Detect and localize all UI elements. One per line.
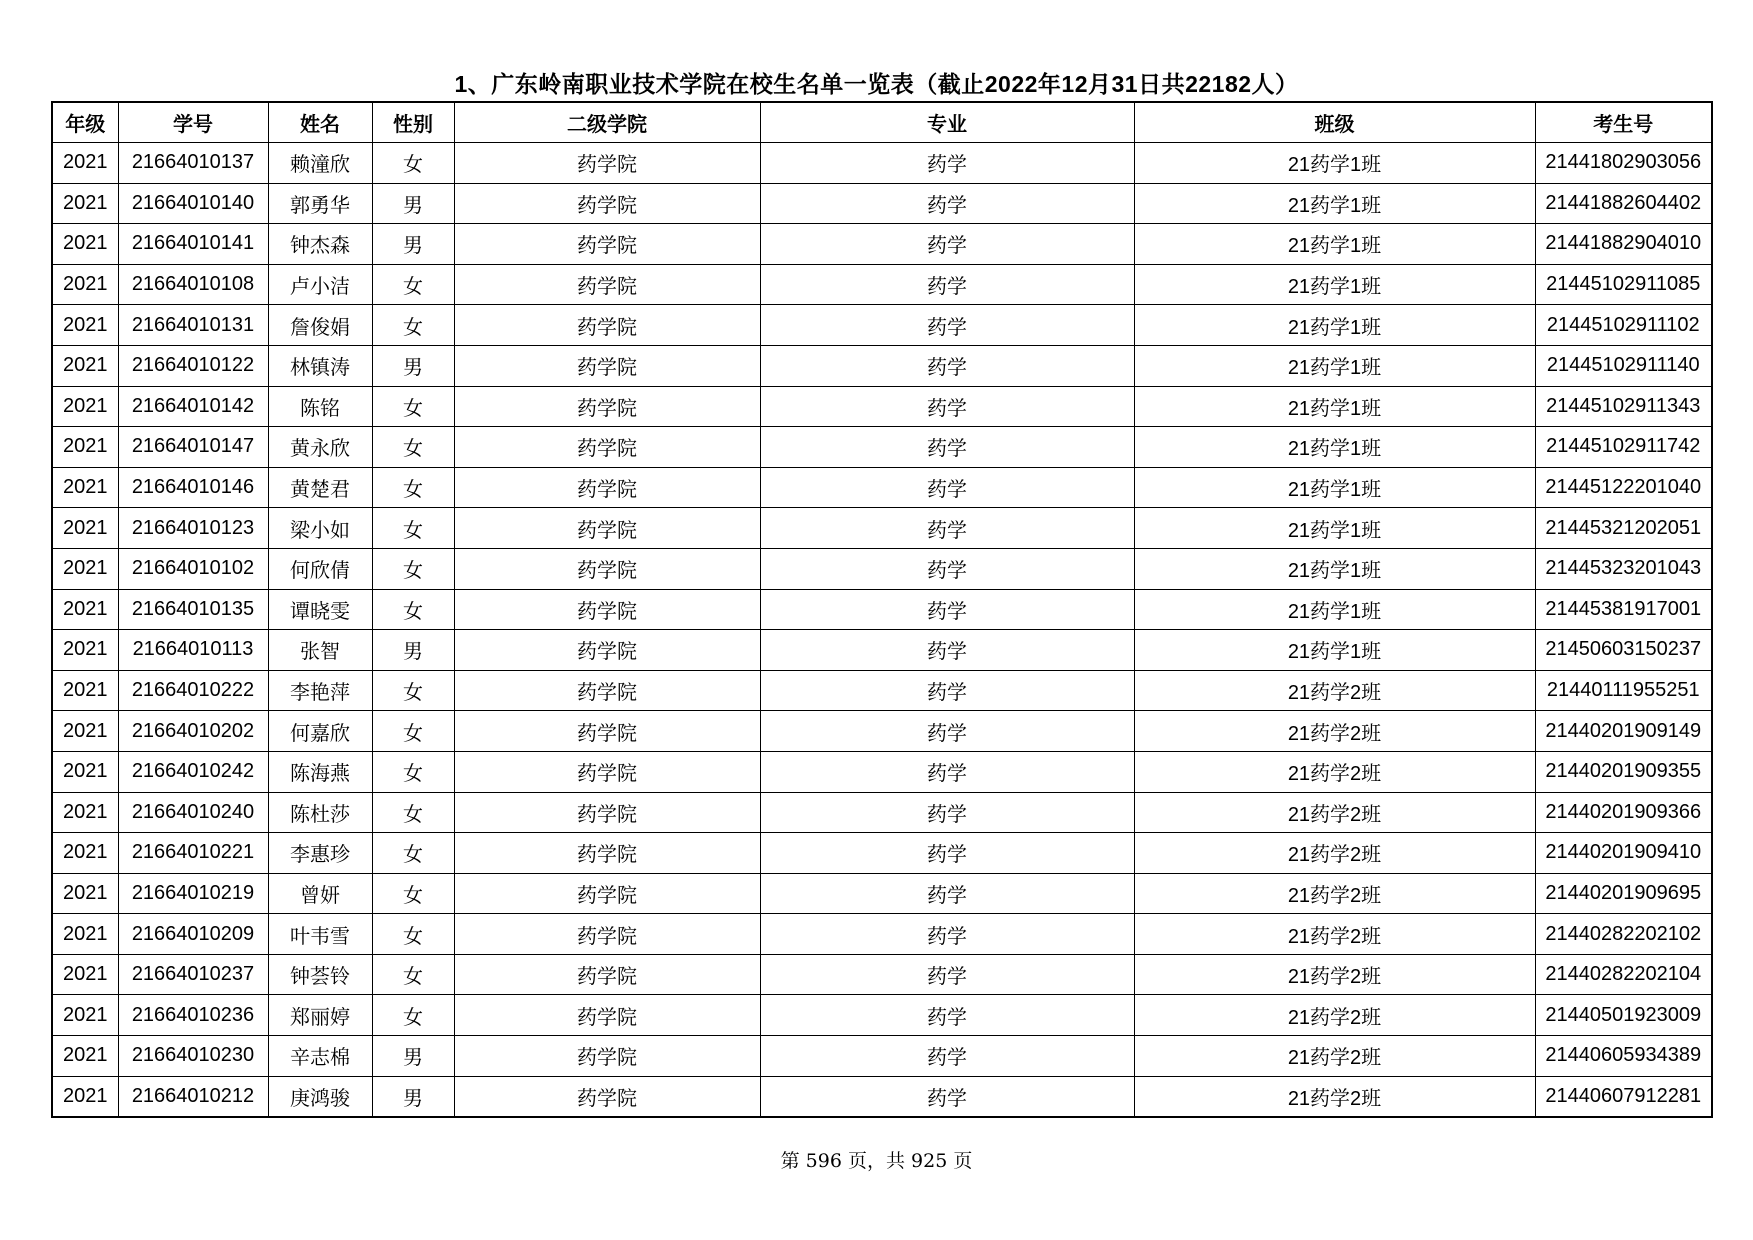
col-header-grade: 年级	[52, 102, 118, 143]
major-cell: 药学	[760, 670, 1134, 711]
gender-cell: 女	[372, 589, 454, 630]
college-cell: 药学院	[454, 305, 760, 346]
class-cell: 21药学2班	[1134, 914, 1535, 955]
class-cell: 21药学1班	[1134, 183, 1535, 224]
grade-cell: 2021	[52, 345, 118, 386]
class-cell: 21药学1班	[1134, 508, 1535, 549]
name-cell: 郭勇华	[268, 183, 372, 224]
table-header-row	[52, 102, 1712, 143]
gender-cell: 女	[372, 792, 454, 833]
class-cell: 21药学2班	[1134, 954, 1535, 995]
exam-number-cell: 21445321202051	[1535, 508, 1712, 549]
class-cell: 21药学1班	[1134, 630, 1535, 671]
grade-cell: 2021	[52, 1076, 118, 1117]
table-row	[52, 589, 1712, 630]
college-cell: 药学院	[454, 873, 760, 914]
student-id-cell: 21664010147	[118, 427, 268, 468]
college-cell: 药学院	[454, 1076, 760, 1117]
col-header-class: 班级	[1134, 102, 1535, 143]
college-cell: 药学院	[454, 711, 760, 752]
gender-cell: 女	[372, 954, 454, 995]
college-cell: 药学院	[454, 995, 760, 1036]
major-cell: 药学	[760, 386, 1134, 427]
major-cell: 药学	[760, 467, 1134, 508]
col-header-major: 专业	[760, 102, 1134, 143]
student-id-cell: 21664010236	[118, 995, 268, 1036]
table-row	[52, 224, 1712, 265]
major-cell: 药学	[760, 427, 1134, 468]
name-cell: 李惠珍	[268, 833, 372, 874]
major-cell: 药学	[760, 792, 1134, 833]
name-cell: 黄楚君	[268, 467, 372, 508]
gender-cell: 女	[372, 670, 454, 711]
class-cell: 21药学2班	[1134, 873, 1535, 914]
grade-cell: 2021	[52, 833, 118, 874]
exam-number-cell: 21440201909410	[1535, 833, 1712, 874]
table-row	[52, 345, 1712, 386]
name-cell: 郑丽婷	[268, 995, 372, 1036]
table-row	[52, 792, 1712, 833]
grade-cell: 2021	[52, 224, 118, 265]
class-cell: 21药学1班	[1134, 305, 1535, 346]
table-row	[52, 143, 1712, 184]
grade-cell: 2021	[52, 386, 118, 427]
table-row	[52, 305, 1712, 346]
exam-number-cell: 21441882904010	[1535, 224, 1712, 265]
class-cell: 21药学2班	[1134, 792, 1535, 833]
student-id-cell: 21664010221	[118, 833, 268, 874]
class-cell: 21药学1班	[1134, 589, 1535, 630]
exam-number-cell: 21440282202102	[1535, 914, 1712, 955]
grade-cell: 2021	[52, 183, 118, 224]
exam-number-cell: 21445102911085	[1535, 264, 1712, 305]
exam-number-cell: 21440111955251	[1535, 670, 1712, 711]
exam-number-cell: 21450603150237	[1535, 630, 1712, 671]
table-row	[52, 183, 1712, 224]
class-cell: 21药学1班	[1134, 224, 1535, 265]
college-cell: 药学院	[454, 427, 760, 468]
college-cell: 药学院	[454, 183, 760, 224]
grade-cell: 2021	[52, 427, 118, 468]
page-title: 1、广东岭南职业技术学院在校生名单一览表（截止2022年12月31日共22182人）	[454, 71, 1299, 97]
name-cell: 林镇涛	[268, 345, 372, 386]
student-id-cell: 21664010140	[118, 183, 268, 224]
student-id-cell: 21664010108	[118, 264, 268, 305]
student-id-cell: 21664010122	[118, 345, 268, 386]
gender-cell: 女	[372, 548, 454, 589]
college-cell: 药学院	[454, 143, 760, 184]
exam-number-cell: 21441882604402	[1535, 183, 1712, 224]
college-cell: 药学院	[454, 264, 760, 305]
grade-cell: 2021	[52, 143, 118, 184]
college-cell: 药学院	[454, 508, 760, 549]
student-id-cell: 21664010137	[118, 143, 268, 184]
student-id-cell: 21664010240	[118, 792, 268, 833]
grade-cell: 2021	[52, 914, 118, 955]
table-row	[52, 954, 1712, 995]
gender-cell: 女	[372, 386, 454, 427]
exam-number-cell: 21445381917001	[1535, 589, 1712, 630]
table-row	[52, 833, 1712, 874]
class-cell: 21药学2班	[1134, 1076, 1535, 1117]
table-row	[52, 914, 1712, 955]
col-header-college: 二级学院	[454, 102, 760, 143]
class-cell: 21药学1班	[1134, 264, 1535, 305]
exam-number-cell: 21445122201040	[1535, 467, 1712, 508]
name-cell: 卢小洁	[268, 264, 372, 305]
name-cell: 张智	[268, 630, 372, 671]
major-cell: 药学	[760, 264, 1134, 305]
exam-number-cell: 21440605934389	[1535, 1036, 1712, 1077]
college-cell: 药学院	[454, 792, 760, 833]
class-cell: 21药学1班	[1134, 143, 1535, 184]
table-row	[52, 873, 1712, 914]
name-cell: 陈铭	[268, 386, 372, 427]
college-cell: 药学院	[454, 467, 760, 508]
grade-cell: 2021	[52, 995, 118, 1036]
table-row	[52, 995, 1712, 1036]
student-id-cell: 21664010209	[118, 914, 268, 955]
col-header-student-id: 学号	[118, 102, 268, 143]
exam-number-cell: 21445102911140	[1535, 345, 1712, 386]
college-cell: 药学院	[454, 345, 760, 386]
major-cell: 药学	[760, 995, 1134, 1036]
student-id-cell: 21664010131	[118, 305, 268, 346]
gender-cell: 女	[372, 995, 454, 1036]
major-cell: 药学	[760, 751, 1134, 792]
major-cell: 药学	[760, 143, 1134, 184]
class-cell: 21药学2班	[1134, 833, 1535, 874]
gender-cell: 女	[372, 427, 454, 468]
exam-number-cell: 21440282202104	[1535, 954, 1712, 995]
major-cell: 药学	[760, 1036, 1134, 1077]
class-cell: 21药学1班	[1134, 467, 1535, 508]
student-id-cell: 21664010237	[118, 954, 268, 995]
college-cell: 药学院	[454, 954, 760, 995]
gender-cell: 女	[372, 751, 454, 792]
major-cell: 药学	[760, 1076, 1134, 1117]
gender-cell: 男	[372, 345, 454, 386]
name-cell: 何欣倩	[268, 548, 372, 589]
grade-cell: 2021	[52, 873, 118, 914]
gender-cell: 男	[372, 183, 454, 224]
grade-cell: 2021	[52, 711, 118, 752]
grade-cell: 2021	[52, 264, 118, 305]
college-cell: 药学院	[454, 548, 760, 589]
student-id-cell: 21664010102	[118, 548, 268, 589]
table-row	[52, 630, 1712, 671]
table-row	[52, 264, 1712, 305]
gender-cell: 女	[372, 467, 454, 508]
student-id-cell: 21664010222	[118, 670, 268, 711]
exam-number-cell: 21445102911742	[1535, 427, 1712, 468]
gender-cell: 女	[372, 914, 454, 955]
class-cell: 21药学2班	[1134, 995, 1535, 1036]
grade-cell: 2021	[52, 548, 118, 589]
college-cell: 药学院	[454, 630, 760, 671]
exam-number-cell: 21440201909366	[1535, 792, 1712, 833]
student-id-cell: 21664010146	[118, 467, 268, 508]
page-footer: 第 596 页，共 925 页	[780, 1150, 973, 1172]
exam-number-cell: 21440501923009	[1535, 995, 1712, 1036]
major-cell: 药学	[760, 305, 1134, 346]
major-cell: 药学	[760, 508, 1134, 549]
major-cell: 药学	[760, 711, 1134, 752]
table-row	[52, 508, 1712, 549]
student-roster-table	[51, 101, 1713, 1118]
student-id-cell: 21664010219	[118, 873, 268, 914]
major-cell: 药学	[760, 954, 1134, 995]
grade-cell: 2021	[52, 954, 118, 995]
table-row	[52, 711, 1712, 752]
gender-cell: 女	[372, 833, 454, 874]
grade-cell: 2021	[52, 508, 118, 549]
name-cell: 谭晓雯	[268, 589, 372, 630]
college-cell: 药学院	[454, 224, 760, 265]
grade-cell: 2021	[52, 751, 118, 792]
student-id-cell: 21664010113	[118, 630, 268, 671]
name-cell: 梁小如	[268, 508, 372, 549]
table-row	[52, 548, 1712, 589]
name-cell: 庚鸿骏	[268, 1076, 372, 1117]
exam-number-cell: 21445102911343	[1535, 386, 1712, 427]
table-row	[52, 386, 1712, 427]
name-cell: 曾妍	[268, 873, 372, 914]
gender-cell: 女	[372, 508, 454, 549]
gender-cell: 女	[372, 264, 454, 305]
major-cell: 药学	[760, 873, 1134, 914]
exam-number-cell: 21440201909149	[1535, 711, 1712, 752]
table-row	[52, 670, 1712, 711]
table-row	[52, 467, 1712, 508]
major-cell: 药学	[760, 914, 1134, 955]
college-cell: 药学院	[454, 1036, 760, 1077]
college-cell: 药学院	[454, 386, 760, 427]
exam-number-cell: 21440607912281	[1535, 1076, 1712, 1117]
exam-number-cell: 21440201909695	[1535, 873, 1712, 914]
grade-cell: 2021	[52, 305, 118, 346]
name-cell: 陈杜莎	[268, 792, 372, 833]
major-cell: 药学	[760, 345, 1134, 386]
exam-number-cell: 21440201909355	[1535, 751, 1712, 792]
major-cell: 药学	[760, 183, 1134, 224]
class-cell: 21药学1班	[1134, 548, 1535, 589]
class-cell: 21药学2班	[1134, 670, 1535, 711]
table-row	[52, 427, 1712, 468]
exam-number-cell: 21445323201043	[1535, 548, 1712, 589]
major-cell: 药学	[760, 589, 1134, 630]
grade-cell: 2021	[52, 589, 118, 630]
gender-cell: 男	[372, 1076, 454, 1117]
name-cell: 钟杰森	[268, 224, 372, 265]
major-cell: 药学	[760, 833, 1134, 874]
name-cell: 叶韦雪	[268, 914, 372, 955]
class-cell: 21药学2班	[1134, 751, 1535, 792]
exam-number-cell: 21441802903056	[1535, 143, 1712, 184]
class-cell: 21药学1班	[1134, 386, 1535, 427]
name-cell: 黄永欣	[268, 427, 372, 468]
grade-cell: 2021	[52, 1036, 118, 1077]
table-row	[52, 1036, 1712, 1077]
student-id-cell: 21664010142	[118, 386, 268, 427]
col-header-name: 姓名	[268, 102, 372, 143]
college-cell: 药学院	[454, 914, 760, 955]
college-cell: 药学院	[454, 751, 760, 792]
college-cell: 药学院	[454, 670, 760, 711]
college-cell: 药学院	[454, 833, 760, 874]
class-cell: 21药学1班	[1134, 427, 1535, 468]
student-id-cell: 21664010123	[118, 508, 268, 549]
major-cell: 药学	[760, 224, 1134, 265]
student-id-cell: 21664010202	[118, 711, 268, 752]
gender-cell: 女	[372, 711, 454, 752]
name-cell: 陈海燕	[268, 751, 372, 792]
class-cell: 21药学2班	[1134, 711, 1535, 752]
class-cell: 21药学1班	[1134, 345, 1535, 386]
name-cell: 李艳萍	[268, 670, 372, 711]
gender-cell: 女	[372, 143, 454, 184]
grade-cell: 2021	[52, 670, 118, 711]
major-cell: 药学	[760, 630, 1134, 671]
name-cell: 赖潼欣	[268, 143, 372, 184]
student-id-cell: 21664010230	[118, 1036, 268, 1077]
gender-cell: 男	[372, 1036, 454, 1077]
col-header-exam-number: 考生号	[1535, 102, 1712, 143]
grade-cell: 2021	[52, 792, 118, 833]
gender-cell: 男	[372, 224, 454, 265]
grade-cell: 2021	[52, 467, 118, 508]
table-row	[52, 1076, 1712, 1117]
gender-cell: 女	[372, 873, 454, 914]
name-cell: 何嘉欣	[268, 711, 372, 752]
student-id-cell: 21664010135	[118, 589, 268, 630]
table-body	[52, 143, 1712, 1118]
gender-cell: 男	[372, 630, 454, 671]
name-cell: 钟荟铃	[268, 954, 372, 995]
class-cell: 21药学2班	[1134, 1036, 1535, 1077]
college-cell: 药学院	[454, 589, 760, 630]
exam-number-cell: 21445102911102	[1535, 305, 1712, 346]
name-cell: 詹俊娟	[268, 305, 372, 346]
major-cell: 药学	[760, 548, 1134, 589]
gender-cell: 女	[372, 305, 454, 346]
student-id-cell: 21664010212	[118, 1076, 268, 1117]
student-id-cell: 21664010242	[118, 751, 268, 792]
grade-cell: 2021	[52, 630, 118, 671]
table-row	[52, 751, 1712, 792]
student-id-cell: 21664010141	[118, 224, 268, 265]
col-header-gender: 性别	[372, 102, 454, 143]
name-cell: 辛志棉	[268, 1036, 372, 1077]
